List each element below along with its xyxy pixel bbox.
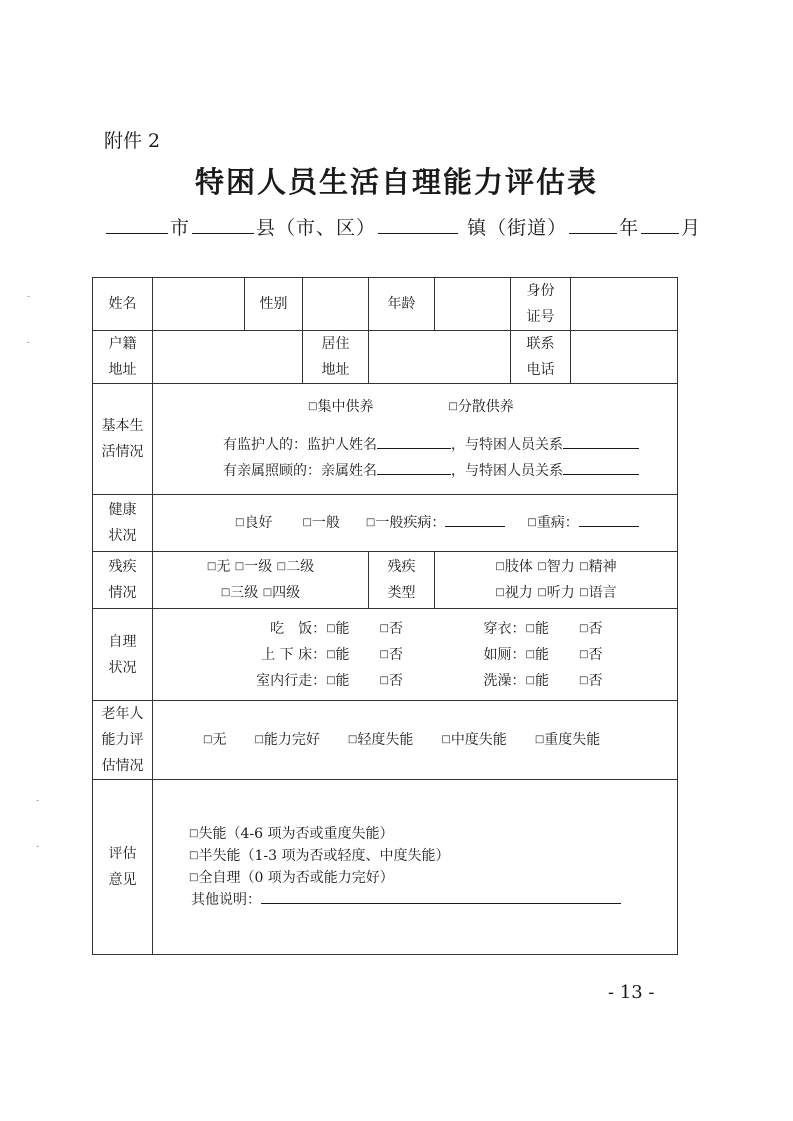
checkbox-icon[interactable]: □ — [203, 734, 213, 745]
checkbox-icon[interactable]: □ — [579, 648, 589, 660]
bed-no-option[interactable] — [380, 647, 403, 663]
guardian-relation-label: ，与特困人员关系 — [451, 437, 563, 453]
checkbox-icon[interactable]: □ — [495, 587, 505, 598]
name-field[interactable] — [153, 278, 245, 331]
bed-yes-option[interactable] — [326, 647, 349, 663]
checkbox-icon[interactable]: □ — [262, 587, 273, 598]
checkbox-icon[interactable]: □ — [302, 517, 312, 528]
checkbox-icon[interactable]: □ — [326, 648, 336, 660]
serious-illness-blank[interactable] — [579, 512, 639, 527]
checkbox-icon[interactable]: □ — [527, 517, 537, 528]
county-blank[interactable] — [192, 217, 254, 234]
option-label: 听力 — [546, 585, 575, 601]
month-label: 月 — [681, 217, 702, 239]
gender-label: 性别 — [245, 278, 303, 331]
checkbox-icon[interactable]: □ — [234, 561, 245, 572]
option-label: 智力 — [546, 559, 575, 575]
relative-name-blank[interactable] — [377, 460, 451, 475]
health-label — [93, 495, 153, 552]
checkbox-icon[interactable]: □ — [276, 561, 287, 572]
option-label: 重度失能 — [544, 732, 601, 748]
checkbox-icon[interactable]: □ — [525, 622, 535, 634]
type-mental-option[interactable] — [579, 559, 616, 575]
bathing-no-option[interactable] — [579, 673, 602, 689]
option-label: 否 — [588, 620, 603, 637]
attachment-label: 附件 2 — [104, 130, 161, 152]
scan-speck: - — [36, 796, 40, 806]
other-notes-label: 其他说明： — [191, 892, 261, 908]
phone-label — [511, 331, 571, 384]
walking-no-option[interactable] — [380, 673, 403, 689]
selfcare-label — [93, 609, 153, 701]
option-label: 能 — [335, 646, 350, 663]
option-label: 三级 — [230, 585, 259, 601]
other-notes-blank[interactable] — [261, 889, 621, 904]
phone-field[interactable] — [571, 331, 678, 384]
year-label: 年 — [619, 217, 640, 239]
city-label: 市 — [170, 217, 191, 239]
checkbox-icon[interactable]: □ — [206, 561, 217, 572]
disability-line1: 残疾 — [108, 559, 137, 575]
id-number-label — [511, 278, 571, 331]
checkbox-icon[interactable]: □ — [537, 561, 547, 572]
indoor-walking-label: 室内行走： — [256, 672, 327, 689]
option-label: 视力 — [504, 585, 533, 601]
option-label: 重病： — [536, 515, 579, 531]
option-label: 集中供养 — [317, 399, 374, 415]
page-number: - 13 - — [608, 982, 655, 1003]
disability-type-line1: 残疾 — [387, 559, 416, 575]
checkbox-icon[interactable]: □ — [189, 828, 199, 839]
disability-none-option[interactable] — [207, 559, 230, 575]
age-field[interactable] — [435, 278, 511, 331]
option-label: 肢体 — [504, 559, 533, 575]
id-label-line2: 证号 — [526, 309, 555, 325]
disability-grade1-option[interactable] — [235, 559, 272, 575]
dressing-yes-option[interactable] — [526, 621, 549, 637]
option-label: 全自理（0 项为否或能力完好） — [198, 870, 394, 886]
checkbox-icon[interactable]: □ — [347, 734, 358, 745]
checkbox-icon[interactable]: □ — [579, 587, 589, 598]
residence-address-field[interactable] — [369, 331, 511, 384]
assessment-opinion-label — [93, 780, 153, 955]
disability-type-options — [435, 552, 678, 609]
scan-speck: - — [36, 842, 40, 852]
bathing-label: 洗澡： — [483, 672, 526, 689]
selfcare-line2: 状况 — [108, 659, 137, 676]
basic-living-content — [153, 384, 678, 495]
elderly-none-option[interactable] — [203, 732, 226, 748]
disability-label — [93, 552, 153, 609]
checkbox-icon[interactable]: □ — [579, 622, 589, 634]
walking-yes-option[interactable] — [326, 673, 349, 689]
relative-relation-blank[interactable] — [563, 460, 639, 475]
eating-yes-option[interactable] — [326, 621, 349, 637]
town-label: 镇（街道） — [467, 217, 568, 239]
type-speech-option[interactable] — [579, 585, 616, 601]
checkbox-icon[interactable]: □ — [579, 561, 589, 572]
option-label: 能 — [535, 646, 549, 663]
option-label: 中度失能 — [450, 732, 507, 748]
option-label: 否 — [588, 646, 603, 663]
option-label: 否 — [389, 620, 403, 637]
basic-living-label — [93, 384, 153, 495]
option-label: 能 — [335, 620, 350, 637]
dressing-no-option[interactable] — [579, 621, 602, 637]
option-label: 良好 — [244, 515, 273, 531]
disability-line2: 情况 — [108, 585, 137, 601]
selfcare-line1: 自理 — [108, 633, 137, 650]
opinion-line2: 意见 — [108, 872, 137, 888]
option-label: 否 — [588, 672, 603, 689]
option-label: 能 — [535, 620, 549, 637]
option-label: 一般 — [311, 515, 340, 531]
id-number-field[interactable] — [571, 278, 678, 331]
disability-type-line2: 类型 — [387, 585, 416, 601]
phone-line1: 联系 — [526, 336, 555, 352]
residence-address-label — [303, 331, 369, 384]
option-label: 一级 — [244, 559, 273, 575]
phone-line2: 电话 — [526, 362, 555, 378]
checkbox-icon[interactable]: □ — [326, 622, 336, 634]
health-illness-option[interactable] — [366, 515, 445, 531]
elderly-line3: 估情况 — [101, 758, 144, 774]
option-label: 否 — [389, 672, 403, 689]
relative-relation-label: ，与特困人员关系 — [451, 463, 563, 479]
hukou-address-field[interactable] — [153, 331, 303, 384]
basic-living-line2: 活情况 — [101, 444, 144, 460]
hukou-line1: 户籍 — [108, 336, 137, 352]
checkbox-icon[interactable]: □ — [379, 622, 389, 634]
checkbox-icon[interactable]: □ — [189, 850, 199, 861]
option-label: 二级 — [286, 559, 315, 575]
elderly-severe-option[interactable] — [535, 732, 600, 748]
guardian-relation-blank[interactable] — [563, 434, 639, 449]
option-label: 能 — [335, 672, 350, 689]
type-vision-option[interactable] — [495, 585, 532, 601]
type-hearing-option[interactable] — [537, 585, 574, 601]
option-label: 轻度失能 — [357, 732, 414, 748]
checkbox-icon[interactable]: □ — [220, 587, 231, 598]
health-content — [153, 495, 678, 552]
checkbox-icon[interactable]: □ — [254, 734, 264, 745]
option-label: 失能（4-6 项为否或重度失能） — [198, 826, 394, 842]
option-label: 半失能（1-3 项为否或轻度、中度失能） — [198, 848, 450, 864]
option-label: 语言 — [588, 585, 617, 601]
toilet-no-option[interactable] — [579, 647, 602, 663]
checkbox-icon[interactable]: □ — [326, 674, 336, 686]
relative-name-label: 有亲属照顾的：亲属姓名 — [223, 463, 377, 479]
disability-grade3-option[interactable] — [221, 585, 258, 601]
month-blank[interactable] — [641, 217, 679, 234]
guardian-name-label: 有监护人的：监护人姓名 — [223, 437, 377, 453]
option-label: 能 — [535, 672, 549, 689]
scan-speck: - — [27, 338, 31, 348]
checkbox-icon[interactable]: □ — [379, 648, 389, 660]
eating-label: 吃 饭： — [270, 620, 327, 637]
disability-grade-options — [153, 552, 369, 609]
residence-line2: 地址 — [321, 362, 350, 378]
health-good-option[interactable] — [235, 515, 272, 531]
selfcare-content — [153, 609, 678, 701]
bed-transfer-label: 上 下 床： — [261, 646, 327, 663]
option-label: 四级 — [272, 585, 301, 601]
option-label: 精神 — [588, 559, 617, 575]
type-intellect-option[interactable] — [537, 559, 574, 575]
town-blank[interactable] — [378, 217, 458, 234]
county-label: 县（市、区） — [256, 217, 377, 239]
checkbox-icon[interactable]: □ — [379, 674, 389, 686]
type-limb-option[interactable] — [495, 559, 532, 575]
illness-blank[interactable] — [445, 512, 505, 527]
assessment-opinion-content — [153, 780, 678, 955]
guardian-name-blank[interactable] — [377, 434, 451, 449]
option-label: 一般疾病： — [375, 515, 446, 531]
name-label: 姓名 — [93, 278, 153, 331]
bathing-yes-option[interactable] — [526, 673, 549, 689]
opinion-line1: 评估 — [108, 846, 137, 862]
basic-living-line1: 基本生 — [101, 418, 144, 434]
elderly-line1: 老年人 — [101, 706, 144, 722]
option-label: 能力完好 — [263, 732, 320, 748]
assessment-form-table — [92, 277, 678, 955]
disabled-option[interactable] — [153, 823, 677, 845]
age-label: 年龄 — [369, 278, 435, 331]
checkbox-icon[interactable]: □ — [308, 401, 318, 412]
hukou-address-label — [93, 331, 153, 384]
checkbox-icon[interactable]: □ — [235, 517, 245, 528]
eating-no-option[interactable] — [380, 621, 403, 637]
hukou-line2: 地址 — [108, 362, 137, 378]
health-line1: 健康 — [108, 502, 137, 518]
elderly-mild-option[interactable] — [348, 732, 413, 748]
checkbox-icon[interactable]: □ — [495, 561, 505, 572]
region-line — [104, 213, 701, 240]
disability-grade4-option[interactable] — [263, 585, 300, 601]
id-label-line1: 身份 — [526, 283, 555, 299]
checkbox-icon[interactable]: □ — [579, 674, 589, 686]
toilet-yes-option[interactable] — [526, 647, 549, 663]
option-label: 否 — [389, 646, 403, 663]
checkbox-icon[interactable]: □ — [525, 648, 535, 660]
dispersed-support-option[interactable] — [448, 399, 513, 415]
elderly-intact-option[interactable] — [254, 732, 319, 748]
checkbox-icon[interactable]: □ — [189, 872, 199, 883]
elderly-moderate-option[interactable] — [441, 732, 506, 748]
dressing-label: 穿衣： — [483, 620, 526, 637]
residence-line1: 居住 — [321, 336, 350, 352]
self-care-option[interactable] — [153, 867, 677, 889]
elderly-line2: 能力评 — [101, 732, 144, 748]
scan-speck: - — [27, 292, 31, 302]
year-blank[interactable] — [569, 217, 617, 234]
disability-type-label — [369, 552, 435, 609]
toilet-label: 如厕： — [483, 646, 526, 663]
checkbox-icon[interactable]: □ — [537, 587, 547, 598]
gender-field[interactable] — [303, 278, 369, 331]
health-serious-option[interactable] — [527, 515, 578, 531]
option-label: 分散供养 — [457, 399, 514, 415]
city-blank[interactable] — [106, 217, 168, 234]
health-line2: 状况 — [108, 528, 137, 544]
checkbox-icon[interactable]: □ — [448, 401, 458, 412]
centralized-support-option[interactable] — [308, 399, 373, 415]
disability-grade2-option[interactable] — [277, 559, 314, 575]
elderly-ability-content — [153, 701, 678, 780]
option-label: 无 — [216, 559, 231, 575]
checkbox-icon[interactable]: □ — [365, 517, 376, 528]
semi-disabled-option[interactable] — [153, 845, 677, 867]
health-normal-option[interactable] — [302, 515, 339, 531]
checkbox-icon[interactable]: □ — [441, 734, 451, 745]
checkbox-icon[interactable]: □ — [525, 674, 535, 686]
elderly-ability-label — [93, 701, 153, 780]
option-label: 无 — [212, 732, 227, 748]
form-title: 特困人员生活自理能力评估表 — [194, 165, 598, 199]
checkbox-icon[interactable]: □ — [534, 734, 545, 745]
